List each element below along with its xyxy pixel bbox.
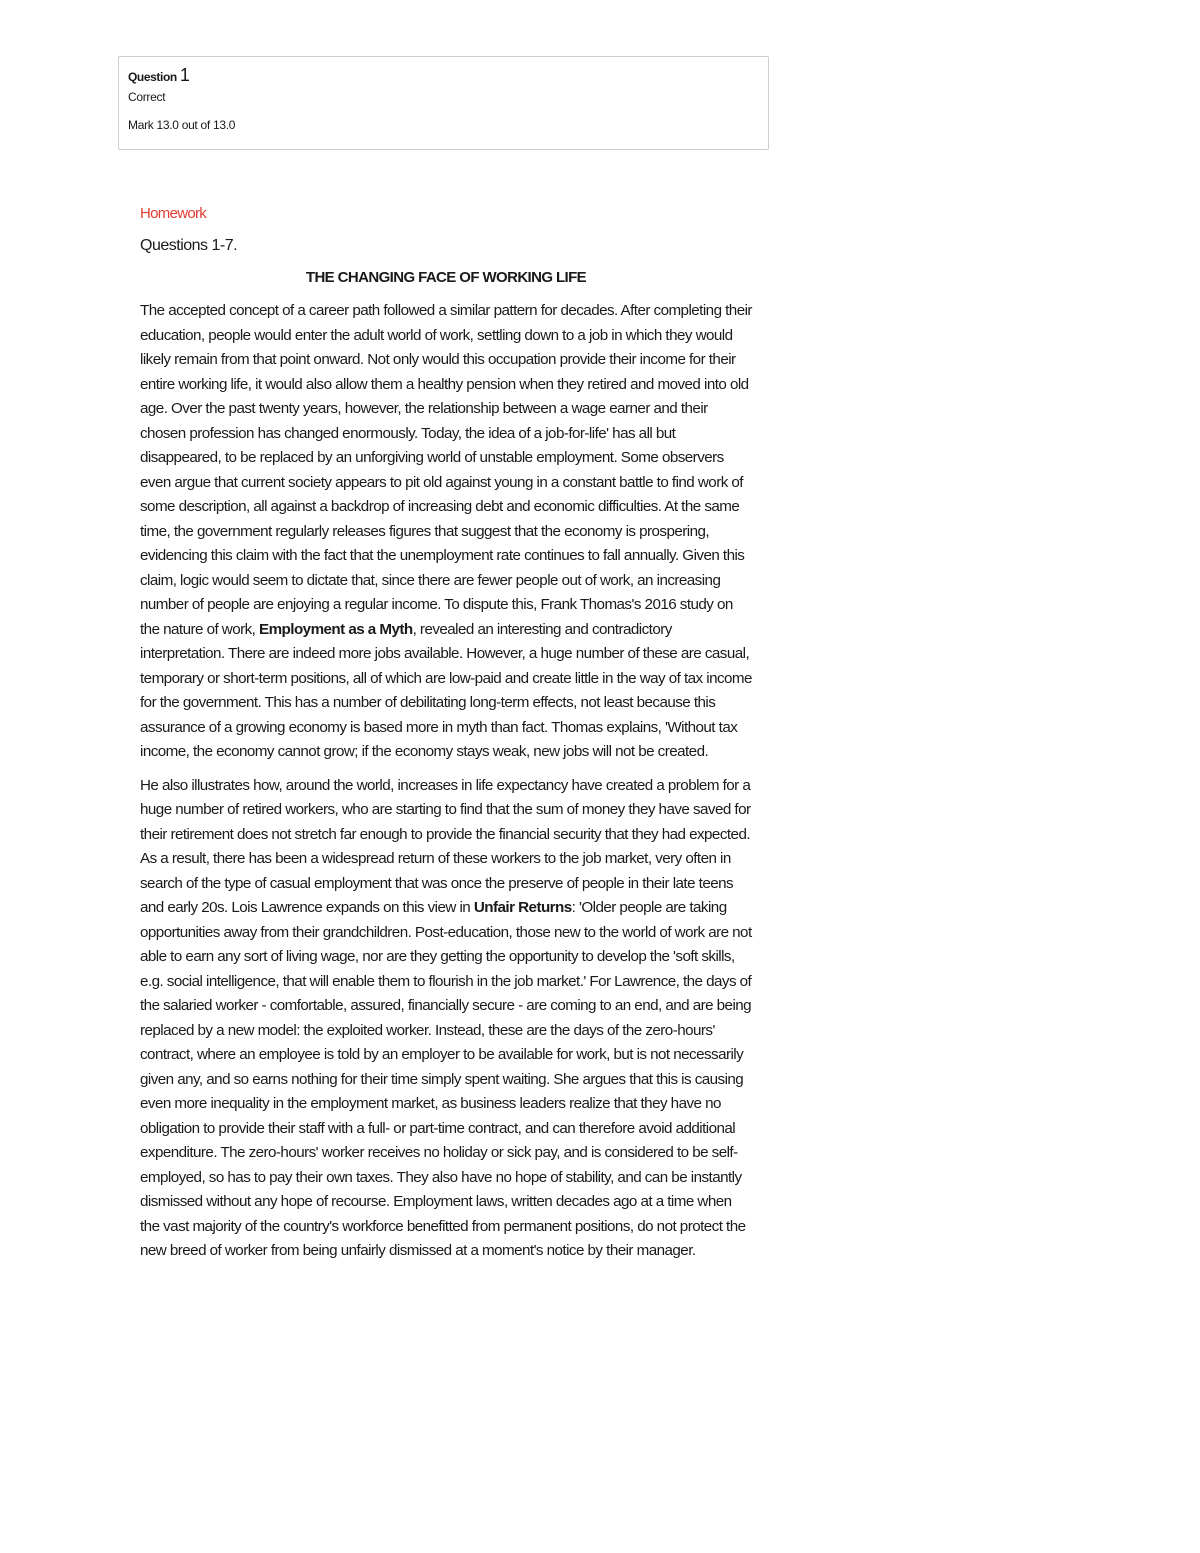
- book-title-employment-as-a-myth: Employment as a Myth: [259, 620, 413, 638]
- passage-title: THE CHANGING FACE OF WORKING LIFE: [305, 269, 587, 286]
- question-state: Correct: [128, 90, 166, 104]
- passage-paragraph-1: [140, 299, 752, 765]
- book-title-unfair-returns: Unfair Returns: [473, 899, 572, 916]
- question-text: [140, 202, 752, 1264]
- homework-label: Homework: [140, 205, 207, 222]
- paragraph-1-text-a: The accepted concept of a career path followed a similar pattern for decades. After completing their education, people would enter the adult world of work, settling down to a job in which they would likely remain from that point onward. Not only would this occupation provide their income for their entire working life, it would also allow them a healthy pension when they retired and moved into old age. Over the past twenty years, however, the relationship between a wage earner and their chosen profession has changed enormously. Today, the idea of a job-for-life' has all but disappeared, to be replaced by an unforgiving world of unstable employment. Some observers even argue that current society appears to pit old against young in a constant battle to find work of some description, all against a backdrop of increasing debt and economic difficulties. At the same time, the government regularly releases figures that suggest that the economy is prospering, evidencing this claim with the fact that the unemployment rate continues to fall annually. Given this claim, logic would seem to dictate that, since there are fewer people out of work, an increasing number of people are enjoying a regular income. To dispute this, Frank Thomas's 2016 study on the nature of work,: [140, 302, 752, 638]
- questions-heading: Questions 1-7.: [140, 237, 238, 254]
- paragraph-2-text-b: : 'Older people are taking opportunities away from their grandchildren. Post-education, those new to the world of work are not able to earn any sort of living wage, nor are they getting the opportunity to develop the 'soft skills, e.g. social intelligence, that will enable them to flourish in the job market.' For Lawrence, the days of the salaried worker - comfortable, assured, financially secure - are coming to an end, and are being replaced by a new model: the exploited worker. Instead, these are the days of the zero-hours' contract, where an employee is told by an employer to be available for work, but is not necessarily given any, and so earns nothing for their time simply spent waiting. She argues that this is causing even more inequality in the employment market, as business leaders realize that they have no obligation to provide their staff with a full- or part-time contract, and can therefore avoid additional expenditure. The zero-hours' worker receives no holiday or sick pay, and is considered to be self-employed, so has to pay their own taxes. They also have no hope of stability, and can be instantly dismissed without any hope of recourse. Employment laws, written decades ago at a time when the vast majority of the country's workforce benefitted from permanent positions, do not protect the new breed of worker from being unfairly dismissed at a moment's notice by their manager.: [140, 899, 752, 1259]
- question-grade: Mark 13.0 out of 13.0: [128, 118, 236, 132]
- question-info-box: [118, 56, 769, 150]
- passage-paragraph-2: [140, 774, 752, 1264]
- question-number-value: 1: [179, 65, 190, 85]
- paragraph-1-text-b: , revealed an interesting and contradictory interpretation. There are indeed more jobs available. However, a huge number of these are casual, temporary or short-term positions, all of which are low-paid and create little in the way of tax income for the government. This has a number of debilitating long-term effects, not least because this assurance of a growing economy is based more in myth than fact. Thomas explains, 'Without tax income, the economy cannot grow; if the economy stays weak, new jobs will not be created.: [140, 620, 752, 760]
- question-label: Question: [128, 70, 177, 84]
- question-number: [128, 65, 759, 87]
- paragraph-2-text-a: He also illustrates how, around the world, increases in life expectancy have created a problem for a huge number of retired workers, who are starting to find that the sum of money they have saved for their retirement does not stretch far enough to provide the financial security that they had expected. As a result, there has been a widespread return of these workers to the job market, very often in search of the type of casual employment that was once the preserve of people in their late teens and early 20s. Lois Lawrence expands on this view in: [140, 776, 751, 916]
